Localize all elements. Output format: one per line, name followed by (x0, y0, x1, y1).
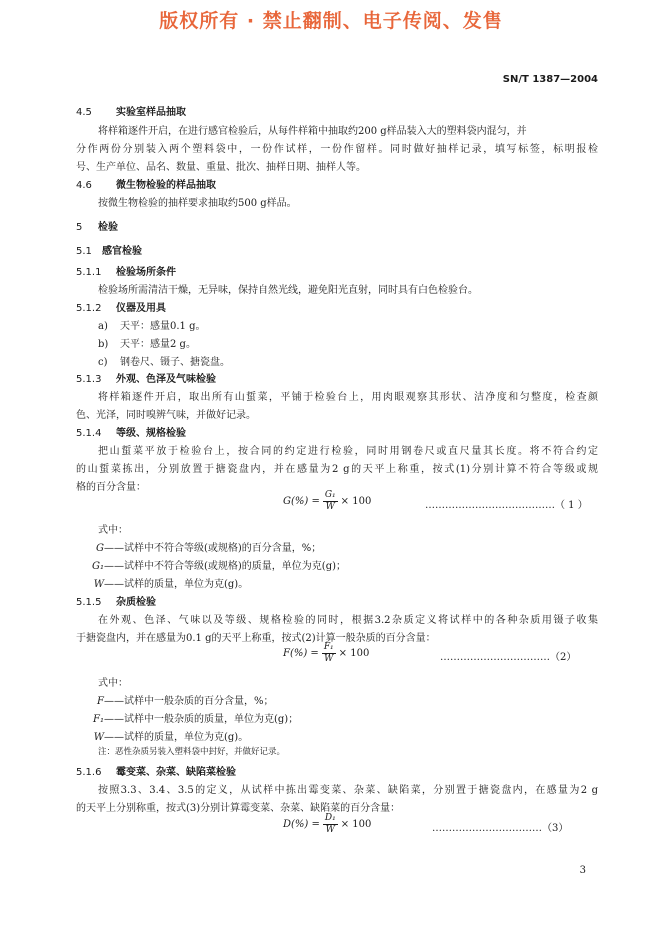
definition-line (90, 557, 346, 572)
list-marker: b) (98, 339, 109, 350)
list-text: 天平：感量2 g。 (120, 339, 196, 350)
page-number: 3 (579, 865, 586, 876)
equation-lhs: G(%) = (283, 496, 320, 507)
equation-tail: × 100 (338, 648, 370, 659)
section-4-5-heading (76, 103, 186, 118)
note: 注：恶性杂质另装入塑料袋中封好，并做好记录。 (98, 747, 286, 757)
definition-text: ——试样中不符合等级(或规格)的质量，单位为克(g)； (104, 561, 347, 572)
list-marker: c) (98, 357, 108, 368)
section-5-1-heading (76, 242, 142, 257)
where-label: 式中： (98, 678, 128, 689)
section-5-1-4-heading (76, 424, 186, 439)
watermark-banner: 版权所有 · 禁止翻制、电子传阅、发售 (159, 10, 503, 32)
list-item (98, 317, 205, 332)
paragraph-line: 格的百分含量： (76, 482, 146, 493)
definition-line (90, 710, 298, 725)
symbol: W (93, 732, 104, 743)
fraction-denominator: W (325, 825, 335, 835)
symbol: F₁ (93, 714, 104, 725)
definition-line (90, 692, 274, 707)
section-title: 外观、色泽及气味检验 (116, 374, 216, 385)
symbol: W (93, 579, 104, 590)
section-title: 等级、规格检验 (116, 428, 186, 439)
equation-1-number: …………………………………（ 1 ） (425, 500, 588, 511)
section-4-6-heading (76, 176, 216, 191)
standard-number: SN/T 1387—2004 (502, 74, 598, 85)
section-title: 杂质检验 (116, 597, 156, 608)
section-number: 5 (76, 222, 83, 233)
symbol: G₁ (92, 561, 104, 572)
equation-2-number: ……………………………（2） (440, 652, 577, 663)
fraction-numerator: F₁ (323, 642, 334, 652)
definition-line (90, 539, 321, 554)
paragraph-line: 色、光泽，同时嗅辨气味，并做好记录。 (76, 410, 256, 421)
section-5-1-1-heading (76, 263, 176, 278)
section-title: 仪器及用具 (116, 303, 166, 314)
fraction (322, 642, 336, 665)
list-item (98, 353, 230, 368)
section-number: 5.1.2 (76, 303, 102, 314)
section-number: 4.6 (76, 180, 92, 191)
fraction (323, 490, 338, 513)
fraction-denominator: W (325, 502, 335, 512)
section-title: 霉变菜、杂菜、缺陷菜检验 (116, 767, 236, 778)
fraction (323, 813, 338, 836)
equation-tail: × 100 (340, 819, 372, 830)
fraction-denominator: W (324, 654, 334, 664)
equation-1 (283, 490, 371, 513)
section-number: 4.5 (76, 107, 92, 118)
section-number: 5.1 (76, 246, 92, 257)
list-item (98, 335, 196, 350)
equation-lhs: D(%) = (283, 819, 320, 830)
section-5-heading (76, 218, 118, 233)
paragraph-line: 将样箱逐件开启，取出所有山蜇菜，平铺于检验台上，用肉眼观察其形状、洁净度和匀整度，检查颜 (98, 392, 598, 403)
section-title: 检验 (98, 222, 118, 233)
paragraph-line: 检验场所需清洁干燥，无异味，保持自然光线，避免阳光直射，同时具有白色检验台。 (98, 285, 478, 296)
section-title: 感官检验 (102, 246, 142, 257)
definition-text: ——试样中不符合等级(或规格)的百分含量，%； (104, 543, 322, 554)
paragraph-line: 按微生物检验的抽样要求抽取约500 g样品。 (98, 198, 297, 209)
list-text: 天平：感量0.1 g。 (120, 321, 206, 332)
section-number: 5.1.4 (76, 428, 102, 439)
definition-text: ——试样的质量，单位为克(g)。 (104, 732, 249, 743)
equation-lhs: F(%) = (283, 648, 319, 659)
section-number: 5.1.6 (76, 767, 102, 778)
section-5-1-6-heading (76, 763, 236, 778)
definition-text: ——试样中一般杂质的质量，单位为克(g)； (104, 714, 299, 725)
equation-3 (283, 813, 371, 836)
paragraph-line: 把山蜇菜平放于检验台上，按合同的约定进行检验，同时用钢卷尺或直尺量其长度。将不符合约定 (98, 446, 598, 457)
section-number: 5.1.3 (76, 374, 102, 385)
paragraph-line: 于搪瓷盘内，并在感量为0.1 g的天平上称重，按式(2)计算一般杂质的百分含量： (76, 633, 436, 644)
symbol: G (96, 543, 104, 554)
section-number: 5.1.5 (76, 597, 102, 608)
section-5-1-2-heading (76, 299, 166, 314)
paragraph-line: 在外观、色泽、气味以及等级、规格检验的同时，根据3.2杂质定义将试样中的各种杂质用镊子收集 (98, 615, 598, 626)
section-5-1-5-heading (76, 593, 156, 608)
section-title: 微生物检验的样品抽取 (116, 180, 216, 191)
section-title: 实验室样品抽取 (116, 107, 186, 118)
equation-tail: × 100 (340, 496, 372, 507)
section-title: 检验场所条件 (116, 267, 176, 278)
paragraph-line: 号、生产单位、品名、数量、重量、批次、抽样日期、抽样人等。 (76, 162, 366, 173)
where-label: 式中： (98, 525, 128, 536)
fraction-numerator: G₁ (324, 490, 336, 500)
paragraph-line: 的山蜇菜拣出，分别放置于搪瓷盘内，并在感量为2 g的天平上称重，按式(1)分别计算不符合等级或规 (76, 464, 598, 475)
list-text: 钢卷尺、镊子、搪瓷盘。 (120, 357, 230, 368)
paragraph-line: 的天平上分别称重，按式(3)分别计算霉变菜、杂菜、缺陷菜的百分含量： (76, 803, 401, 814)
definition-line (90, 728, 248, 743)
list-marker: a) (98, 321, 108, 332)
section-number: 5.1.1 (76, 267, 102, 278)
paragraph-line: 分作两份分别装入两个塑料袋中，一份作试样，一份作留样。同时做好抽样记录，填写标签，标明报检 (76, 144, 598, 155)
section-5-1-3-heading (76, 370, 216, 385)
equation-3-number: ……………………………（3） (432, 823, 569, 834)
symbol: F (97, 696, 104, 707)
paragraph-line: 按照3.3、3.4、3.5的定义，从试样中拣出霉变菜、杂菜、缺陷菜，分别置于搪瓷盘内，在感量为2 g (98, 785, 598, 796)
fraction-numerator: D₁ (324, 813, 336, 823)
equation-2 (283, 642, 369, 665)
definition-text: ——试样中一般杂质的百分含量，%； (104, 696, 274, 707)
definition-line (90, 575, 248, 590)
definition-text: ——试样的质量，单位为克(g)。 (104, 579, 249, 590)
paragraph-line: 将样箱逐件开启，在进行感官检验后，从每件样箱中抽取约200 g样品装入大的塑料袋内混匀，并 (98, 126, 527, 137)
